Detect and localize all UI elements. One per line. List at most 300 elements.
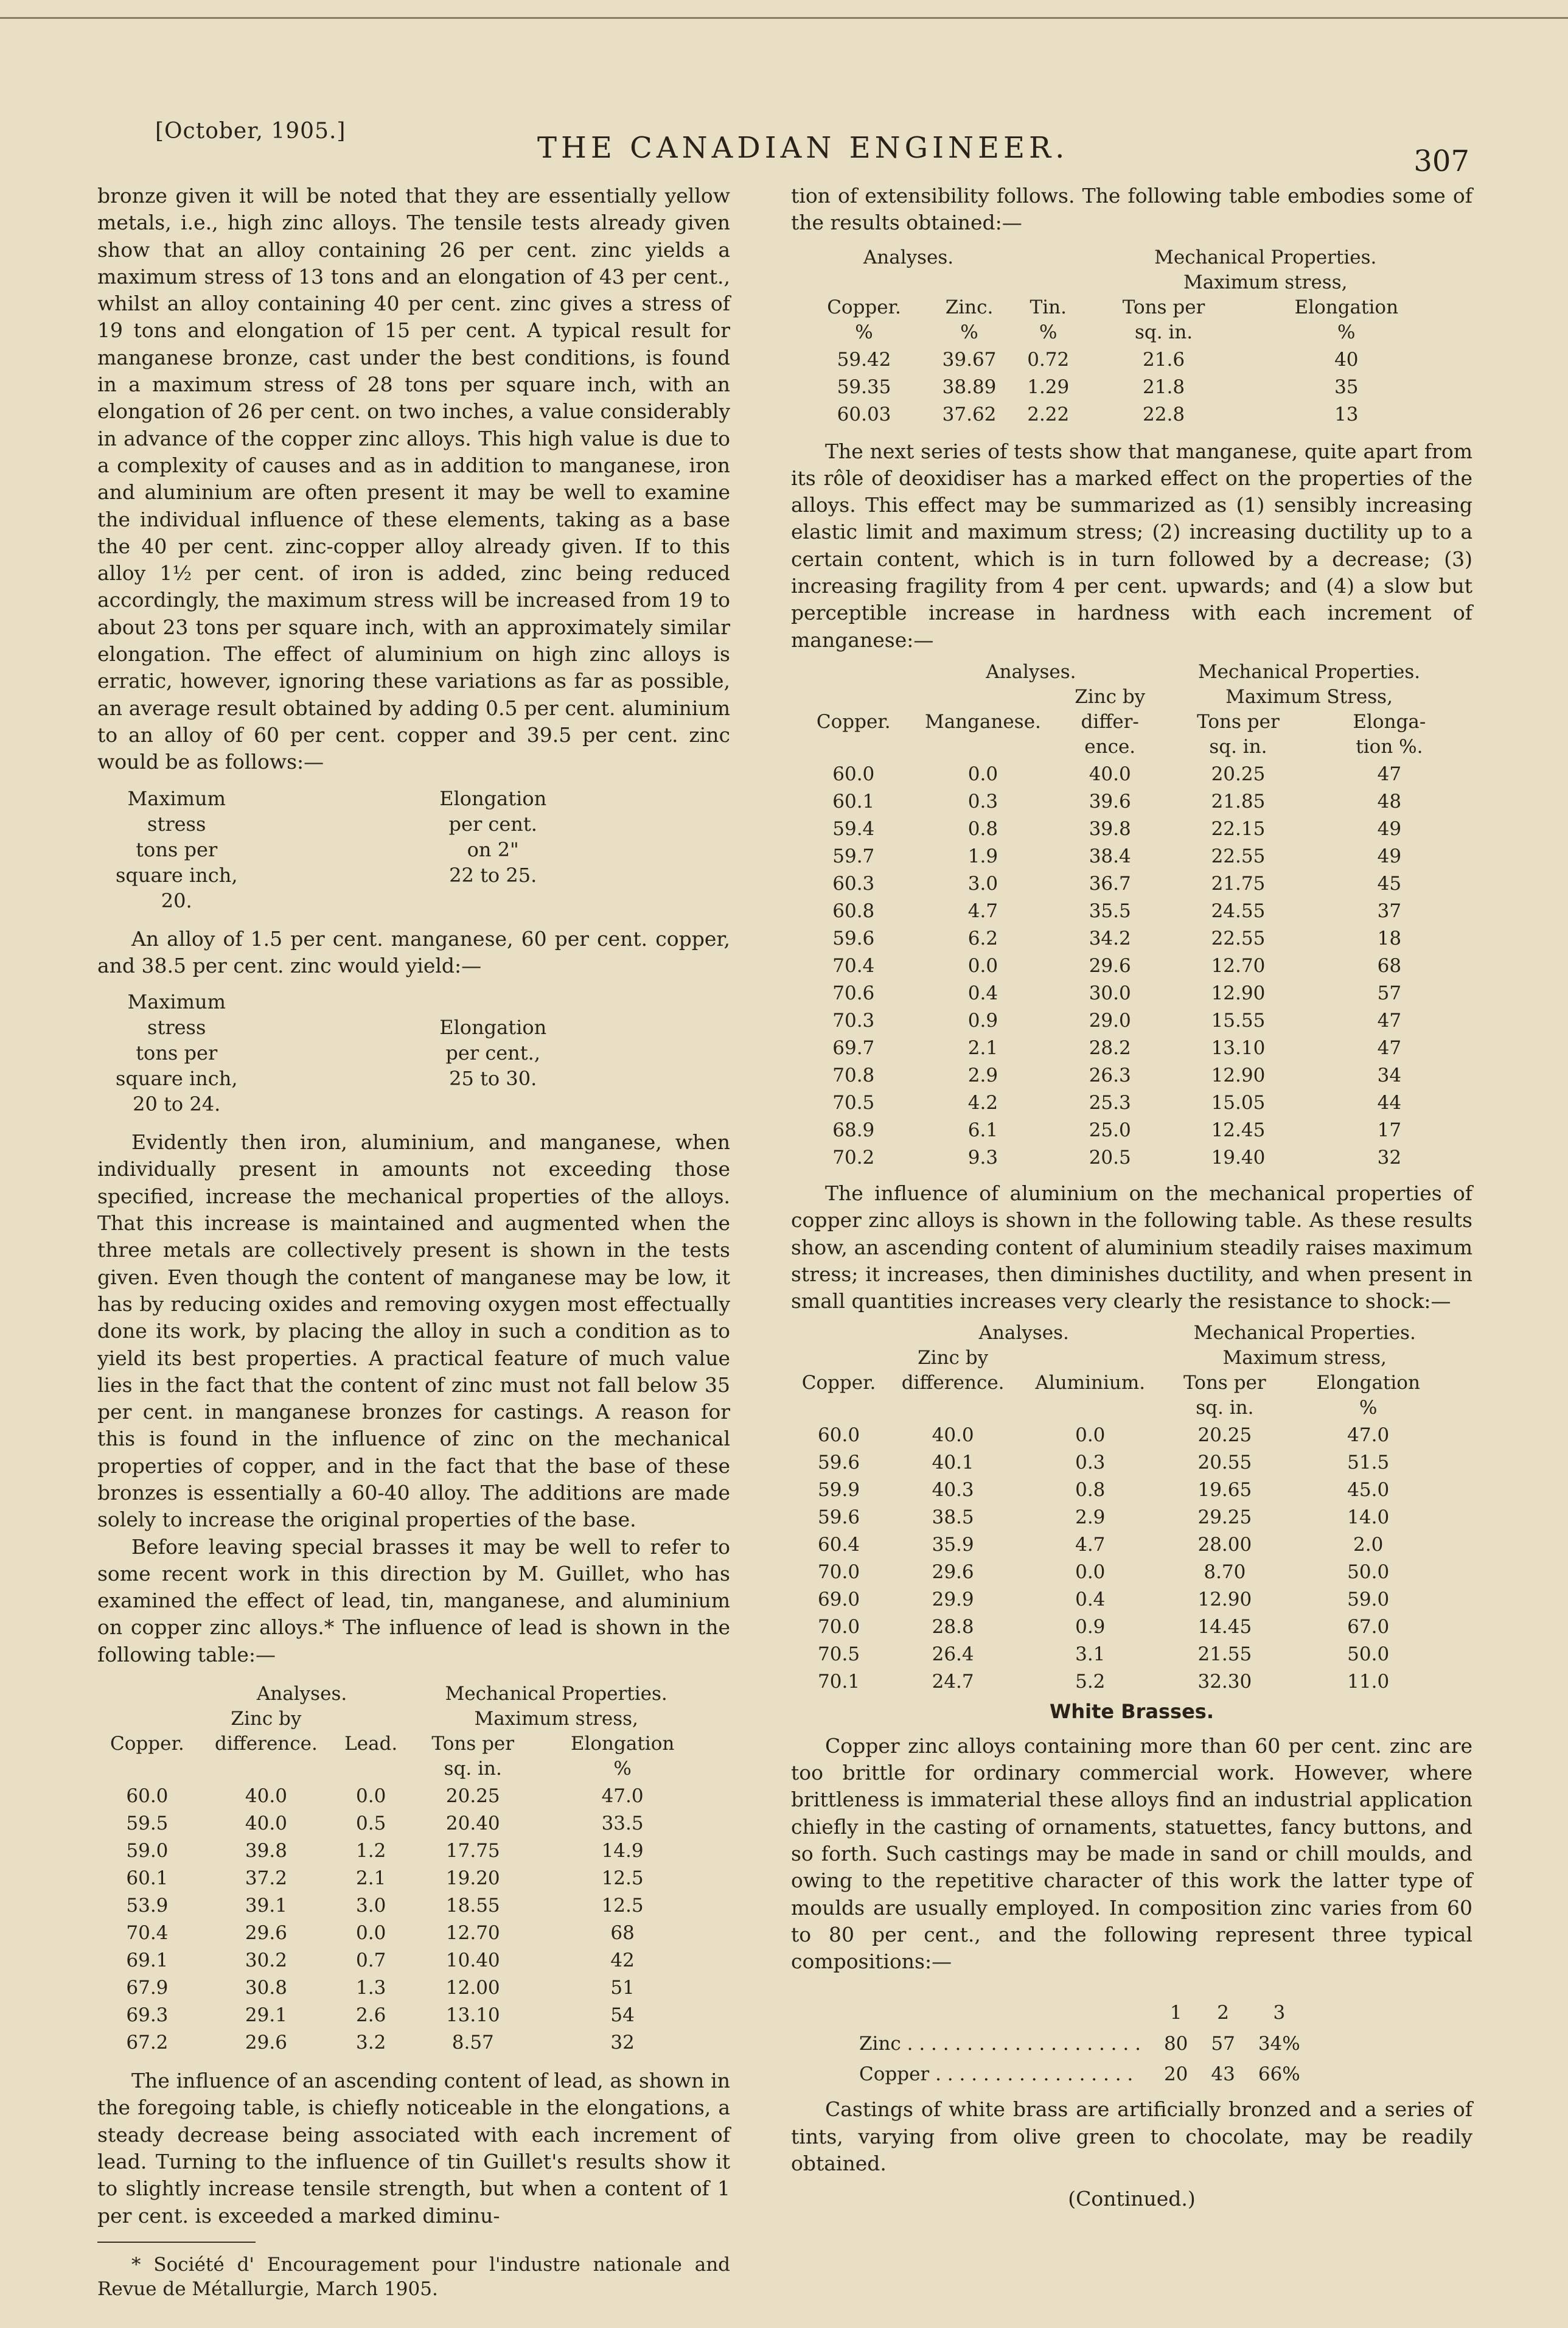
table-row	[803, 1088, 1460, 1116]
table-cell: 67.9	[126, 1977, 169, 1999]
th-sq-in: sq. in.	[1196, 1397, 1254, 1419]
table-cell: 44	[1377, 1091, 1402, 1114]
table-cell: 0.0	[356, 1922, 386, 1945]
table-row	[791, 1421, 1448, 1448]
table-cell: 3.1	[1075, 1643, 1106, 1666]
table-cell: 19.40	[1211, 1146, 1266, 1169]
table-row	[803, 842, 1460, 869]
table-cell: 37.62	[942, 403, 997, 425]
table-cell: 47	[1377, 1009, 1402, 1032]
table-row	[97, 1781, 706, 1809]
th-sq-in: sq. in.	[1134, 321, 1193, 343]
th-copper: Copper.	[816, 710, 891, 733]
paragraph: Before leaving special brasses it may be well to refer to some recent work in this direction by M. Guillet, who has examined the effect of lead, tin, manganese, and aluminium on copper zinc alloys.* The influence of lead is shown in the following table:—	[97, 1534, 730, 1666]
table-cell: 57	[1377, 982, 1402, 1004]
table-cell: 32.30	[1197, 1671, 1252, 1693]
table-cell: 20.5	[1089, 1146, 1131, 1169]
th-elonga: Elonga-	[1353, 710, 1426, 733]
th-difference: difference.	[215, 1733, 318, 1755]
table-cell: 28.2	[1089, 1036, 1131, 1059]
table-cell: 59.5	[126, 1812, 169, 1835]
table-cell: 19.65	[1197, 1479, 1252, 1501]
th-copper: Copper.	[110, 1733, 184, 1755]
paragraph: The influence of an ascending content of lead, as shown in the foregoing table, is chiefly noticeable in the elongations, a steady decrease being associated with each increment of lead. Turning to the influence of tin Guillet's results show it to slightly increase tensile strength, but when a content of 1 per cent. is exceeded a marked diminu-	[97, 2069, 730, 2228]
table-row	[97, 2028, 706, 2055]
table-cell: 69.7	[832, 1036, 875, 1059]
elongation-label: Elongation per cent.	[439, 786, 547, 836]
table-row	[97, 1918, 706, 1946]
table-cell: 50.0	[1347, 1643, 1390, 1666]
table-cell: 29.6	[245, 2032, 287, 2054]
table-cell: 19.20	[445, 1867, 500, 1890]
lead-table	[97, 1682, 706, 2055]
table-cell: 8.70	[1204, 1561, 1246, 1584]
table-cell: 33.5	[601, 1812, 644, 1835]
table-row	[803, 869, 1460, 897]
th-max-stress: Maximum stress,	[1222, 1347, 1387, 1369]
table-cell: 47	[1377, 1036, 1402, 1059]
table-cell: 51	[610, 1977, 635, 1999]
table-cell: 38.89	[942, 376, 997, 398]
table-row	[791, 1448, 1448, 1475]
table-cell: 4.7	[967, 900, 998, 922]
table-cell: 12.70	[1211, 954, 1266, 977]
paragraph: Castings of white brass are artificially bronzed and a series of tints, varying from olive green to chocolate, may be readily obtained.	[791, 2097, 1472, 2175]
table-cell: 2.1	[356, 1867, 386, 1890]
th-sq-in: sq. in.	[444, 1758, 502, 1780]
table-cell: 12.90	[1211, 1064, 1266, 1086]
th-tons-per: Tons per	[1122, 296, 1205, 318]
top-rule	[0, 17, 1568, 19]
continued-note: (Continued.)	[1068, 2187, 1196, 2211]
stress-label: Maximum stress	[127, 786, 226, 836]
table-cell: 12.70	[445, 1922, 500, 1945]
table-cell: 0.8	[1075, 1479, 1106, 1501]
table-row	[791, 1530, 1448, 1557]
th-zinc-by: Zinc by	[1075, 685, 1146, 708]
table-cell: 24.55	[1211, 900, 1266, 922]
table-cell: 6.1	[967, 1119, 998, 1141]
table-cell: 49	[1377, 845, 1402, 867]
table-row	[803, 787, 1460, 814]
table-cell: 21.75	[1211, 872, 1266, 895]
table-row	[803, 1033, 1460, 1061]
table-cell: 70.4	[126, 1922, 169, 1945]
table-cell: 10.40	[445, 1949, 500, 1972]
cell: 34%	[1258, 2032, 1300, 2055]
col-2: 2	[1217, 2002, 1229, 2024]
table-cell: 40.0	[932, 1424, 974, 1447]
th-elongation: Elongation	[1294, 296, 1399, 318]
table-cell: 29.9	[932, 1589, 974, 1611]
th-lead: Lead.	[344, 1733, 398, 1755]
table-cell: 0.0	[1075, 1424, 1106, 1447]
th-max-stress: Maximum Stress,	[1225, 685, 1393, 708]
th-zinc-by: Zinc by	[918, 1347, 989, 1369]
table-cell: 28.8	[932, 1616, 974, 1638]
table-cell: 4.7	[1075, 1534, 1106, 1556]
table-cell: 30.0	[1089, 982, 1131, 1004]
th-analyses: Analyses.	[863, 246, 954, 268]
table-cell: 59.6	[818, 1452, 860, 1474]
table-cell: 70.5	[832, 1091, 875, 1114]
table-cell: 59.9	[818, 1479, 860, 1501]
paragraph: bronze given it will be noted that they are essentially yellow metals, i.e., high zinc alloys. The tensile tests already given show that an alloy containing 26 per cent. zinc yields a maximum stress of 13 tons and an elongation of 43 per cent., whilst an alloy containing 40 per cent. zinc gives a stress of 19 tons and elongation of 15 per cent. A typical result for manganese bronze, cast under the best conditions, is found in a maximum stress of 28 tons per square inch, with an elongation of 26 per cent. on two inches, a value considerably in advance of the copper zinc alloys. This high value is due to a complexity of causes and as in addition to manganese, iron and aluminium are often present it may be well to examine the individual influence of these elements, taking as a base the 40 per cent. zinc-copper alloy already given. If to this alloy 1½ per cent. of iron is added, zinc being reduced accordingly, the maximum stress will be increased from 19 to about 23 tons per square inch, with an approximately similar elongation. The effect of aluminium on high zinc alloys is erratic, however, ignoring these variations as far as possible, an average result obtained by adding 0.5 per cent. aluminium to an alloy of 60 per cent. copper and 39.5 per cent. zinc would be as follows:—	[97, 184, 730, 774]
table-cell: 13	[1334, 403, 1359, 425]
th-zinc: Zinc.	[945, 296, 994, 318]
table-cell: 68	[1377, 954, 1402, 977]
table-cell: 0.72	[1027, 348, 1070, 371]
table-cell: 22.15	[1211, 817, 1266, 840]
table-cell: 69.3	[126, 2004, 169, 2027]
table-cell: 70.3	[832, 1009, 875, 1032]
table-cell: 25.0	[1089, 1119, 1131, 1141]
table-cell: 1.29	[1027, 376, 1070, 398]
table-cell: 17.75	[445, 1840, 500, 1862]
table-cell: 20.40	[445, 1812, 500, 1835]
table-cell: 1.9	[967, 845, 998, 867]
table-cell: 37	[1377, 900, 1402, 922]
stress-label: Maximum stress	[127, 990, 226, 1040]
table-cell: 60.03	[837, 403, 891, 425]
table-cell: 59.0	[126, 1840, 169, 1862]
table-cell: 11.0	[1347, 1671, 1390, 1693]
table-cell: 60.0	[832, 763, 875, 785]
table-cell: 25.3	[1089, 1091, 1131, 1114]
table-row	[803, 345, 1448, 372]
table-cell: 47.0	[601, 1785, 644, 1808]
table-row	[791, 1557, 1448, 1585]
table-cell: 20.55	[1197, 1452, 1252, 1474]
table-row	[791, 1503, 1448, 1530]
table-cell: 70.1	[818, 1671, 860, 1693]
table-cell: 60.4	[818, 1534, 860, 1556]
table-cell: 12.5	[601, 1895, 644, 1917]
table-cell: 12.90	[1197, 1589, 1252, 1611]
table-cell: 69.0	[818, 1589, 860, 1611]
footnote: * Société d' Encouragement pour l'industre nationale and Revue de Métallurgie, March 1905.	[97, 2253, 730, 2300]
table-cell: 40.3	[932, 1479, 974, 1501]
table-cell: 8.57	[451, 2032, 494, 2054]
table-cell: 39.8	[1089, 817, 1131, 840]
table-cell: 70.8	[832, 1064, 875, 1086]
table-cell: 40.1	[932, 1452, 974, 1474]
table-cell: 12.00	[445, 1977, 500, 1999]
section-heading: White Brasses.	[1050, 1700, 1214, 1724]
table-cell: 39.8	[245, 1840, 287, 1862]
table-cell: 39.67	[942, 348, 997, 371]
table-row	[791, 1667, 1448, 1694]
footnote-rule	[97, 2242, 256, 2243]
table-cell: 20.25	[1197, 1424, 1252, 1447]
table-cell: 60.0	[818, 1424, 860, 1447]
table-cell: 17	[1377, 1119, 1402, 1141]
table-cell: 29.6	[932, 1561, 974, 1584]
table-cell: 13.10	[445, 2004, 500, 2027]
table-cell: 47	[1377, 763, 1402, 785]
col-3: 3	[1273, 2002, 1286, 2024]
table-cell: 30.2	[245, 1949, 287, 1972]
table-cell: 68	[610, 1922, 635, 1945]
table-cell: 59.0	[1347, 1589, 1390, 1611]
table-cell: 60.0	[126, 1785, 169, 1808]
table-cell: 22.55	[1211, 845, 1266, 867]
table-cell: 39.1	[245, 1895, 287, 1917]
table-cell: 35	[1334, 376, 1359, 398]
stress-value: 20.	[161, 889, 192, 912]
th-tin: Tin.	[1030, 296, 1067, 318]
issue-date: [October, 1905.]	[155, 119, 346, 144]
table-cell: 36.7	[1089, 872, 1131, 895]
table-cell: 21.85	[1211, 790, 1266, 813]
table-cell: 70.0	[818, 1616, 860, 1638]
th-ence: ence.	[1084, 735, 1136, 758]
composition-table	[858, 1997, 1312, 2090]
th-aluminium: Aluminium.	[1035, 1372, 1146, 1394]
th-max-stress: Maximum stress,	[474, 1708, 638, 1730]
table-cell: 6.2	[967, 927, 998, 949]
table-row	[803, 372, 1448, 400]
table-cell: 42	[610, 1949, 635, 1972]
table-cell: 0.7	[356, 1949, 386, 1972]
table-cell: 20.25	[445, 1785, 500, 1808]
table-cell: 60.8	[832, 900, 875, 922]
left-column	[97, 183, 730, 2301]
table-cell: 29.6	[1089, 954, 1131, 977]
th-zinc-by: Zinc by	[231, 1708, 302, 1730]
th-mechanical: Mechanical Properties.	[1197, 660, 1421, 683]
th-elongation: Elongation	[570, 1733, 675, 1755]
table-cell: 12.5	[601, 1867, 644, 1890]
table-cell: 2.0	[1353, 1534, 1384, 1556]
th-percent: %	[960, 321, 978, 343]
table-cell: 54	[610, 2004, 635, 2027]
table-row	[97, 2001, 706, 2028]
cell: 80	[1163, 2032, 1188, 2055]
table-cell: 20.25	[1211, 763, 1266, 785]
aluminium-table	[791, 1321, 1448, 1694]
stress-block	[103, 786, 407, 914]
table-row	[803, 1116, 1460, 1143]
th-mechanical: Mechanical Properties.	[445, 1683, 667, 1705]
table-cell: 38.5	[932, 1506, 974, 1529]
table-cell: 39.6	[1089, 790, 1131, 813]
th-mechanical: Mechanical Properties.	[1193, 1322, 1416, 1344]
table-cell: 70.6	[832, 982, 875, 1004]
table-cell: 38.4	[1089, 845, 1131, 867]
table-cell: 35.5	[1089, 900, 1131, 922]
th-percent: %	[613, 1758, 632, 1780]
elongation-label: Elongation per cent.,	[439, 1016, 547, 1065]
table-cell: 49	[1377, 817, 1402, 840]
table-cell: 0.3	[967, 790, 998, 813]
th-mechanical: Mechanical Properties.	[1154, 246, 1377, 268]
table-cell: 35.9	[932, 1534, 974, 1556]
th-analyses: Analyses.	[978, 1322, 1069, 1344]
table-row	[803, 897, 1460, 924]
table-cell: 21.55	[1197, 1643, 1252, 1666]
table-cell: 45	[1377, 872, 1402, 895]
table-cell: 59.35	[837, 376, 891, 398]
th-tons-per: Tons per	[1197, 710, 1280, 733]
stress-block	[103, 989, 407, 1117]
th-tons-per: Tons per	[431, 1733, 515, 1755]
table-cell: 0.5	[356, 1812, 386, 1835]
table-row	[791, 1475, 1448, 1503]
table-row	[791, 1612, 1448, 1640]
cell: 66%	[1258, 2063, 1300, 2086]
table-cell: 34	[1377, 1064, 1402, 1086]
table-cell: 47.0	[1347, 1424, 1390, 1447]
result-block-manganese	[97, 989, 730, 1117]
cell: 43	[1211, 2063, 1235, 2086]
paragraph: The next series of tests show that manganese, quite apart from its rôle of deoxidiser has a marked effect on the properties of the alloys. This effect may be summarized as (1) sensibly increasing elastic limit and maximum stress; (2) increasing ductility up to a certain content, which is in turn followed by a decrease; (3) increasing fragility from 4 per cent. upwards; and (4) a slow but perceptible increase in hardness with each increment of manganese:—	[791, 439, 1472, 652]
table-cell: 0.8	[967, 817, 998, 840]
table-row	[97, 1836, 706, 1864]
table-row	[791, 1640, 1448, 1667]
page-header	[155, 119, 1469, 178]
table-cell: 2.22	[1027, 403, 1070, 425]
table-row	[803, 1006, 1460, 1033]
table-cell: 28.00	[1197, 1534, 1252, 1556]
table-cell: 14.9	[601, 1840, 644, 1862]
table-cell: 29.6	[245, 1922, 287, 1945]
table-cell: 4.2	[967, 1091, 998, 1114]
manganese-table	[803, 660, 1460, 1170]
table-row	[803, 979, 1460, 1006]
elongation-value: 25 to 30.	[449, 1067, 537, 1091]
th-manganese: Manganese.	[924, 710, 1041, 733]
table-cell: 26.3	[1089, 1064, 1131, 1086]
table-cell: 67.0	[1347, 1616, 1390, 1638]
table-cell: 40.0	[245, 1812, 287, 1835]
table-cell: 32	[1377, 1146, 1402, 1169]
table-cell: 21.8	[1143, 376, 1185, 398]
table-cell: 32	[610, 2032, 635, 2054]
th-percent: %	[1337, 321, 1356, 343]
elongation-value: 22 to 25.	[449, 863, 537, 887]
table-cell: 0.0	[1075, 1561, 1106, 1584]
page-number: 307	[1413, 144, 1469, 178]
table-cell: 3.0	[356, 1895, 386, 1917]
table-cell: 48	[1377, 790, 1402, 813]
table-cell: 67.2	[126, 2032, 169, 2054]
table-cell: 13.10	[1211, 1036, 1266, 1059]
th-tion-pct: tion %.	[1356, 735, 1423, 758]
table-cell: 24.7	[932, 1671, 974, 1693]
table-cell: 22.55	[1211, 927, 1266, 949]
table-row	[803, 951, 1460, 979]
table-cell: 3.0	[967, 872, 998, 895]
table-cell: 0.0	[967, 954, 998, 977]
paragraph: The influence of aluminium on the mechanical properties of copper zinc alloys is shown in the following table. As these results show, an ascending content of aluminium steadily raises maximum stress; it increases, then diminishes ductility, and when present in small quantities increases very clearly the resistance to shock:—	[791, 1181, 1472, 1313]
table-cell: 69.1	[126, 1949, 169, 1972]
table-row	[803, 1143, 1460, 1170]
table-cell: 0.0	[967, 763, 998, 785]
th-elongation: Elongation	[1316, 1372, 1420, 1394]
table-cell: 0.4	[1075, 1589, 1106, 1611]
table-cell: 50.0	[1347, 1561, 1390, 1584]
table-cell: 1.2	[356, 1840, 386, 1862]
table-cell: 60.1	[126, 1867, 169, 1890]
table-cell: 29.0	[1089, 1009, 1131, 1032]
table-cell: 59.4	[832, 817, 875, 840]
table-cell: 40.0	[1089, 763, 1131, 785]
th-analyses: Analyses.	[986, 660, 1076, 683]
table-row	[97, 1973, 706, 2001]
table-cell: 14.45	[1197, 1616, 1252, 1638]
th-copper: Copper.	[827, 296, 901, 318]
table-cell: 2.6	[356, 2004, 386, 2027]
table-cell: 40.0	[245, 1785, 287, 1808]
table-cell: 26.4	[932, 1643, 974, 1666]
th-percent: %	[1039, 321, 1058, 343]
table-cell: 9.3	[967, 1146, 998, 1169]
table-row	[803, 814, 1460, 842]
table-cell: 2.1	[967, 1036, 998, 1059]
table-cell: 15.05	[1211, 1091, 1266, 1114]
table-cell: 0.3	[1075, 1452, 1106, 1474]
table-cell: 0.9	[967, 1009, 998, 1032]
th-percent: %	[1359, 1397, 1378, 1419]
paragraph: Copper zinc alloys containing more than 60 per cent. zinc are too brittle for ordinary commercial work. However, where brittleness is immaterial these alloys find an industrial application chiefly in the casting of ornaments, statuettes, fancy buttons, and so forth. Such castings may be made in sand or chill moulds, and owing to the repetitive character of this work the latter type of moulds are usually employed. In composition zinc varies from 60 to 80 per cent., and the following represent three typical compositions:—	[791, 1733, 1472, 1974]
th-copper: Copper.	[801, 1372, 876, 1394]
table-cell: 0.0	[356, 1785, 386, 1808]
table-row	[803, 924, 1460, 951]
table-cell: 29.25	[1197, 1506, 1252, 1529]
elongation-block	[420, 786, 723, 914]
th-tons-per: Tons per	[1183, 1372, 1266, 1394]
table-cell: 18	[1377, 927, 1402, 949]
paragraph: tion of extensibility follows. The following table embodies some of the results obtained:—	[791, 184, 1472, 235]
table-cell: 70.4	[832, 954, 875, 977]
elongation-block	[420, 989, 723, 1117]
table-cell: 15.55	[1211, 1009, 1266, 1032]
table-row	[803, 760, 1460, 787]
th-percent: %	[855, 321, 873, 343]
stress-unit: tons per square inch,	[115, 1041, 238, 1091]
table-cell: 60.3	[832, 872, 875, 895]
table-row	[803, 1061, 1460, 1088]
table-cell: 59.6	[832, 927, 875, 949]
th-difference: difference.	[901, 1372, 1005, 1394]
journal-title: THE CANADIAN ENGINEER.	[537, 131, 1069, 165]
table-cell: 3.2	[356, 2032, 386, 2054]
tin-table	[803, 245, 1448, 427]
table-cell: 59.7	[832, 845, 875, 867]
table-cell: 22.8	[1143, 403, 1185, 425]
table-cell: 70.2	[832, 1146, 875, 1169]
table-cell: 59.6	[818, 1506, 860, 1529]
table-row	[97, 1891, 706, 1918]
table-cell: 14.0	[1347, 1506, 1390, 1529]
table-cell: 51.5	[1347, 1452, 1390, 1474]
table-cell: 12.45	[1211, 1119, 1266, 1141]
table-cell: 37.2	[245, 1867, 287, 1890]
stress-unit: tons per square inch,	[115, 837, 238, 887]
table-row	[791, 1585, 1448, 1612]
cell: 20	[1163, 2063, 1188, 2086]
table-cell: 60.1	[832, 790, 875, 813]
paragraph: An alloy of 1.5 per cent. manganese, 60 per cent. copper, and 38.5 per cent. zinc would yield:—	[97, 926, 730, 977]
table-cell: 0.4	[967, 982, 998, 1004]
th-differ: differ-	[1081, 710, 1139, 733]
table-cell: 18.55	[445, 1895, 500, 1917]
table-row	[803, 400, 1448, 427]
table-cell: 12.90	[1211, 982, 1266, 1004]
copper-label: Copper . . . . . . . . . . . . . . . . .	[859, 2063, 1134, 2086]
th-analyses: Analyses.	[256, 1683, 347, 1705]
